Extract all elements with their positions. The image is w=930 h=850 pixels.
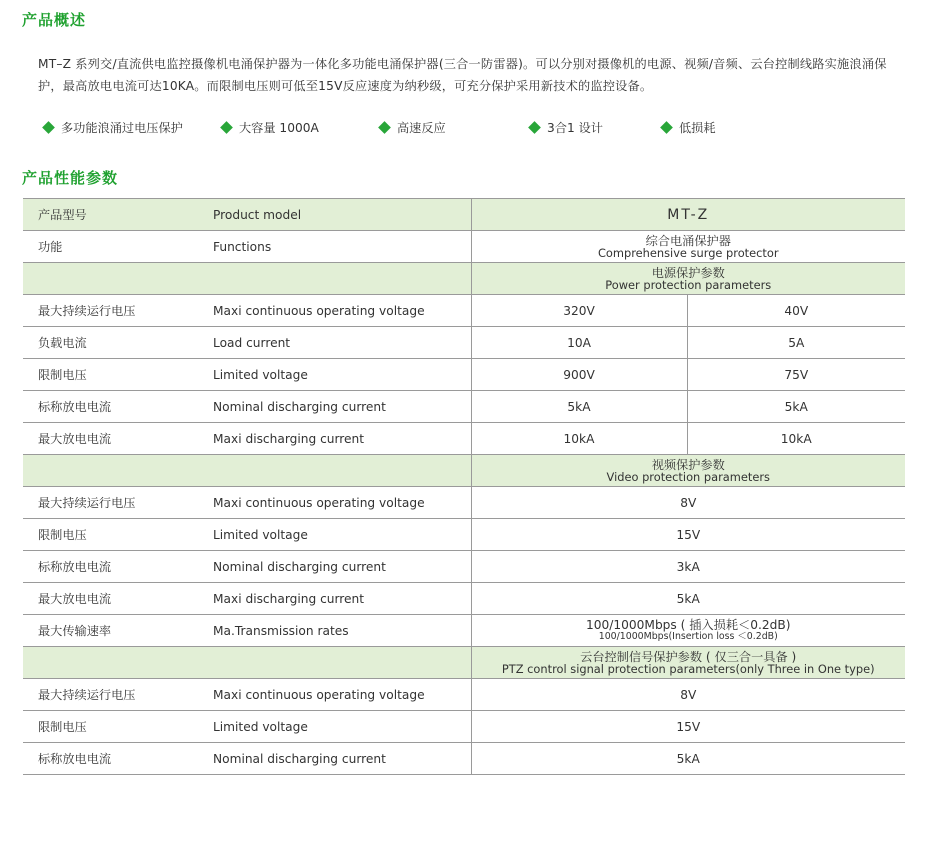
row-label-en: Load current bbox=[213, 327, 471, 359]
video-title-cn: 视频保护参数 bbox=[651, 457, 725, 472]
table-row bbox=[23, 327, 905, 359]
table-row bbox=[23, 423, 905, 455]
value: 15V bbox=[471, 711, 905, 743]
feature-item bbox=[220, 119, 319, 136]
video-title-en: Video protection parameters bbox=[606, 469, 770, 484]
row-label-en: Maxi discharging current bbox=[213, 423, 471, 455]
table-row bbox=[23, 487, 905, 519]
row-label-en: Product model bbox=[213, 199, 471, 231]
row-label-cn: 负载电流 bbox=[23, 327, 213, 359]
value-dc: 75V bbox=[687, 359, 905, 391]
row-label-cn: 最大持续运行电压 bbox=[23, 295, 213, 327]
feature-label: 低损耗 bbox=[679, 121, 716, 135]
row-label-cn: 最大持续运行电压 bbox=[23, 487, 213, 519]
value-dc: 5A bbox=[687, 327, 905, 359]
row-label-cn: 标称放电电流 bbox=[23, 391, 213, 423]
row-label-en: Limited voltage bbox=[213, 519, 471, 551]
row-label-en: Nominal discharging current bbox=[213, 551, 471, 583]
table-row bbox=[23, 679, 905, 711]
feature-item bbox=[660, 119, 716, 136]
table-row bbox=[23, 551, 905, 583]
overview-heading: 产品概述 bbox=[22, 11, 87, 29]
value-ac: 10A bbox=[471, 327, 687, 359]
row-label-cn: 最大放电电流 bbox=[23, 423, 213, 455]
value: 5kA bbox=[471, 743, 905, 775]
table-row bbox=[23, 519, 905, 551]
feature-item bbox=[528, 119, 603, 136]
value: 8V bbox=[471, 679, 905, 711]
power-title-en: Power protection parameters bbox=[605, 277, 772, 292]
row-label-en: Maxi discharging current bbox=[213, 583, 471, 615]
ptz-title-en: PTZ control signal protection parameters(only Three in One type) bbox=[501, 661, 875, 676]
row-label-cn: 最大放电电流 bbox=[23, 583, 213, 615]
diamond-bullet-icon bbox=[528, 121, 541, 134]
row-label-en: Limited voltage bbox=[213, 359, 471, 391]
table-row bbox=[23, 295, 905, 327]
feature-label: 多功能浪涌过电压保护 bbox=[61, 121, 183, 135]
power-section-title bbox=[471, 263, 905, 295]
specs-heading: 产品性能参数 bbox=[22, 169, 119, 187]
table-row bbox=[23, 743, 905, 775]
overview-paragraph: MT–Z 系列交/直流供电监控摄像机电涌保护器为一体化多功能电涌保护器(三合一防雷器)。可以分别对摄像机的电源、视频/音频、云台控制线路实施浪涌保护，最高放电电流可达10KA。而限制电压则可低至15V反应速度为纳秒级，可充分保护采用新技术的监控设备。 bbox=[38, 57, 887, 93]
power-title-cn: 电源保护参数 bbox=[651, 265, 725, 280]
function-value-cn: 综合电涌保护器 bbox=[645, 233, 731, 248]
row-label-cn: 产品型号 bbox=[23, 199, 213, 231]
value-ac: 5kA bbox=[471, 391, 687, 423]
ptz-section-title bbox=[471, 647, 905, 679]
ptz-title-cn: 云台控制信号保护参数 ( 仅三合一具备 ) bbox=[580, 649, 797, 664]
row-label-en: Ma.Transmission rates bbox=[213, 615, 471, 647]
spec-table bbox=[23, 198, 905, 775]
row-label-en: Maxi continuous operating voltage bbox=[213, 487, 471, 519]
table-row bbox=[23, 391, 905, 423]
table-row-model bbox=[23, 199, 905, 231]
row-label-en: Maxi continuous operating voltage bbox=[213, 679, 471, 711]
value-ac: 320V bbox=[471, 295, 687, 327]
row-label-cn: 功能 bbox=[23, 231, 213, 263]
table-row-functions bbox=[23, 231, 905, 263]
row-label-cn: 限制电压 bbox=[23, 519, 213, 551]
diamond-bullet-icon bbox=[378, 121, 391, 134]
row-label-cn: 最大持续运行电压 bbox=[23, 679, 213, 711]
section-header-power bbox=[23, 263, 905, 295]
table-row bbox=[23, 359, 905, 391]
value: 15V bbox=[471, 519, 905, 551]
feature-item bbox=[42, 119, 183, 136]
section-header-video bbox=[23, 455, 905, 487]
feature-label: 大容量 1000A bbox=[239, 121, 319, 135]
feature-list bbox=[42, 119, 912, 139]
value: 8V bbox=[471, 487, 905, 519]
rate-value-line2: 100/1000Mbps(Insertion loss ＜0.2dB) bbox=[598, 630, 778, 642]
value-dc: 40V bbox=[687, 295, 905, 327]
value: 3kA bbox=[471, 551, 905, 583]
row-label-cn: 限制电压 bbox=[23, 359, 213, 391]
function-value bbox=[471, 231, 905, 263]
value-dc: 5kA bbox=[687, 391, 905, 423]
row-label-cn: 最大传输速率 bbox=[23, 615, 213, 647]
value-ac: 10kA bbox=[471, 423, 687, 455]
video-section-title bbox=[471, 455, 905, 487]
row-label-en: Limited voltage bbox=[213, 711, 471, 743]
value-dc: 10kA bbox=[687, 423, 905, 455]
transmission-rate-value bbox=[471, 615, 905, 647]
table-row bbox=[23, 711, 905, 743]
diamond-bullet-icon bbox=[660, 121, 673, 134]
diamond-bullet-icon bbox=[42, 121, 55, 134]
value: 5kA bbox=[471, 583, 905, 615]
table-row bbox=[23, 615, 905, 647]
model-value: MT-Z bbox=[471, 199, 905, 231]
rate-value-line1: 100/1000Mbps ( 插入损耗＜0.2dB) bbox=[586, 617, 791, 632]
row-label-en: Functions bbox=[213, 231, 471, 263]
row-label-cn: 标称放电电流 bbox=[23, 743, 213, 775]
feature-item bbox=[378, 119, 446, 136]
row-label-en: Maxi continuous operating voltage bbox=[213, 295, 471, 327]
section-header-ptz bbox=[23, 647, 905, 679]
feature-label: 3合1 设计 bbox=[547, 121, 603, 135]
function-value-en: Comprehensive surge protector bbox=[597, 245, 779, 260]
value-ac: 900V bbox=[471, 359, 687, 391]
table-row bbox=[23, 583, 905, 615]
row-label-en: Nominal discharging current bbox=[213, 391, 471, 423]
feature-label: 高速反应 bbox=[397, 121, 446, 135]
diamond-bullet-icon bbox=[220, 121, 233, 134]
row-label-cn: 限制电压 bbox=[23, 711, 213, 743]
row-label-cn: 标称放电电流 bbox=[23, 551, 213, 583]
row-label-en: Nominal discharging current bbox=[213, 743, 471, 775]
